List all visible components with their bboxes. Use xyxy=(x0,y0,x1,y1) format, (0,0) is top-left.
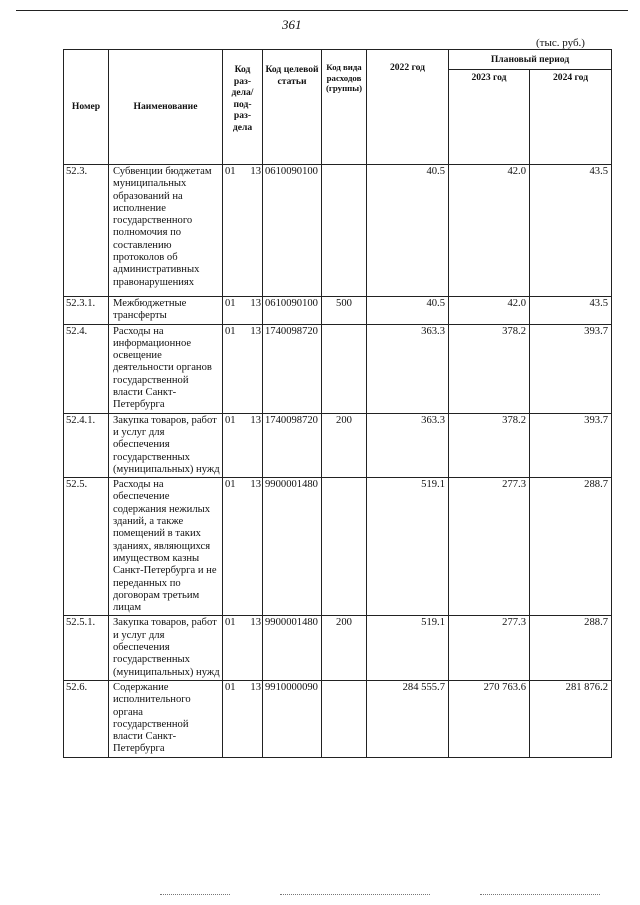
row-podrazdel: 13 xyxy=(250,414,261,426)
row-section-code xyxy=(223,324,263,413)
row-value-2022: 40.5 xyxy=(367,165,449,297)
row-value-2024: 393.7 xyxy=(530,324,612,413)
table-row xyxy=(64,165,612,297)
table-row xyxy=(64,616,612,680)
row-target-code: 0610090100 xyxy=(263,297,322,325)
page-number: 361 xyxy=(282,17,302,32)
row-value-2024: 393.7 xyxy=(530,413,612,477)
row-razdel: 01 xyxy=(225,479,236,491)
row-expense-code xyxy=(322,165,367,297)
row-name: Содержание исполнительного органа государственной власти Санкт-Петербурга xyxy=(109,680,223,757)
row-value-2023: 378.2 xyxy=(449,413,530,477)
table-row xyxy=(64,297,612,325)
row-value-2022: 40.5 xyxy=(367,297,449,325)
row-name: Закупка товаров, работ и услуг для обеспечения государственных (муниципальных) нужд xyxy=(109,413,223,477)
row-name: Расходы на обеспечение содержания нежилых зданий, а также помещений в таких зданиях, являющихся имуществом казны Санкт-Петербурга и не переданных по договорам третьим лицам xyxy=(109,478,223,616)
row-podrazdel: 13 xyxy=(250,298,261,309)
row-section-code xyxy=(223,616,263,680)
row-razdel: 01 xyxy=(225,414,236,426)
row-expense-code xyxy=(322,324,367,413)
row-value-2023: 277.3 xyxy=(449,616,530,680)
units-label: (тыс. руб.) xyxy=(536,37,585,49)
row-target-code: 1740098720 xyxy=(263,324,322,413)
row-name: Межбюджетные трансферты xyxy=(109,297,223,325)
row-expense-code: 500 xyxy=(322,297,367,325)
row-value-2023: 378.2 xyxy=(449,324,530,413)
top-rule xyxy=(16,10,628,11)
row-podrazdel: 13 xyxy=(250,479,261,491)
row-podrazdel: 13 xyxy=(250,617,261,629)
row-value-2024: 288.7 xyxy=(530,616,612,680)
header-expense: Код вида расходов (группы) xyxy=(322,50,367,165)
row-value-2022: 363.3 xyxy=(367,324,449,413)
table-body xyxy=(64,165,612,758)
row-value-2023: 42.0 xyxy=(449,165,530,297)
row-number: 52.3. xyxy=(64,165,109,297)
row-name: Закупка товаров, работ и услуг для обеспечения государственных (муниципальных) нужд xyxy=(109,616,223,680)
row-value-2024: 288.7 xyxy=(530,478,612,616)
row-value-2023: 42.0 xyxy=(449,297,530,325)
header-number: Номер xyxy=(64,50,109,165)
row-expense-code xyxy=(322,478,367,616)
row-number: 52.6. xyxy=(64,680,109,757)
row-name: Субвенции бюджетам муниципальных образований на исполнение государственного полномочия по составлению протоколов об административных правонарушениях xyxy=(109,165,223,297)
row-target-code: 1740098720 xyxy=(263,413,322,477)
row-value-2022: 284 555.7 xyxy=(367,680,449,757)
row-target-code: 9900001480 xyxy=(263,478,322,616)
row-number: 52.3.1. xyxy=(64,297,109,325)
row-razdel: 01 xyxy=(225,298,236,309)
row-number: 52.4.1. xyxy=(64,413,109,477)
row-value-2023: 277.3 xyxy=(449,478,530,616)
row-podrazdel: 13 xyxy=(250,166,261,177)
row-value-2022: 363.3 xyxy=(367,413,449,477)
header-name: Наименование xyxy=(109,50,223,165)
row-value-2022: 519.1 xyxy=(367,616,449,680)
header-target: Код целевой статьи xyxy=(263,50,322,165)
row-value-2024: 43.5 xyxy=(530,165,612,297)
header-2022: 2022 год xyxy=(367,50,449,165)
header-section: Код раз-дела/ под-раз-дела xyxy=(223,50,263,165)
row-razdel: 01 xyxy=(225,617,236,629)
budget-table xyxy=(63,49,612,758)
table-row xyxy=(64,478,612,616)
row-number: 52.4. xyxy=(64,324,109,413)
table-row xyxy=(64,324,612,413)
row-section-code xyxy=(223,297,263,325)
row-section-code xyxy=(223,165,263,297)
row-value-2024: 281 876.2 xyxy=(530,680,612,757)
row-section-code xyxy=(223,478,263,616)
table-row xyxy=(64,413,612,477)
row-expense-code: 200 xyxy=(322,413,367,477)
row-expense-code xyxy=(322,680,367,757)
bottom-marks xyxy=(150,893,620,897)
row-target-code: 9910000090 xyxy=(263,680,322,757)
table-row xyxy=(64,680,612,757)
row-value-2022: 519.1 xyxy=(367,478,449,616)
header-2023: 2023 год xyxy=(449,70,530,165)
row-target-code: 9900001480 xyxy=(263,616,322,680)
row-podrazdel: 13 xyxy=(250,681,261,693)
row-razdel: 01 xyxy=(225,166,236,177)
row-target-code: 0610090100 xyxy=(263,165,322,297)
row-podrazdel: 13 xyxy=(250,325,261,337)
row-razdel: 01 xyxy=(225,325,236,337)
row-section-code xyxy=(223,680,263,757)
header-planned-period: Плановый период xyxy=(449,50,612,70)
row-expense-code: 200 xyxy=(322,616,367,680)
row-name: Расходы на информационное освещение деятельности органов государственной власти Санкт-Петербурга xyxy=(109,324,223,413)
row-number: 52.5. xyxy=(64,478,109,616)
row-value-2023: 270 763.6 xyxy=(449,680,530,757)
row-number: 52.5.1. xyxy=(64,616,109,680)
row-section-code xyxy=(223,413,263,477)
row-value-2024: 43.5 xyxy=(530,297,612,325)
row-razdel: 01 xyxy=(225,681,236,693)
header-2024: 2024 год xyxy=(530,70,612,165)
